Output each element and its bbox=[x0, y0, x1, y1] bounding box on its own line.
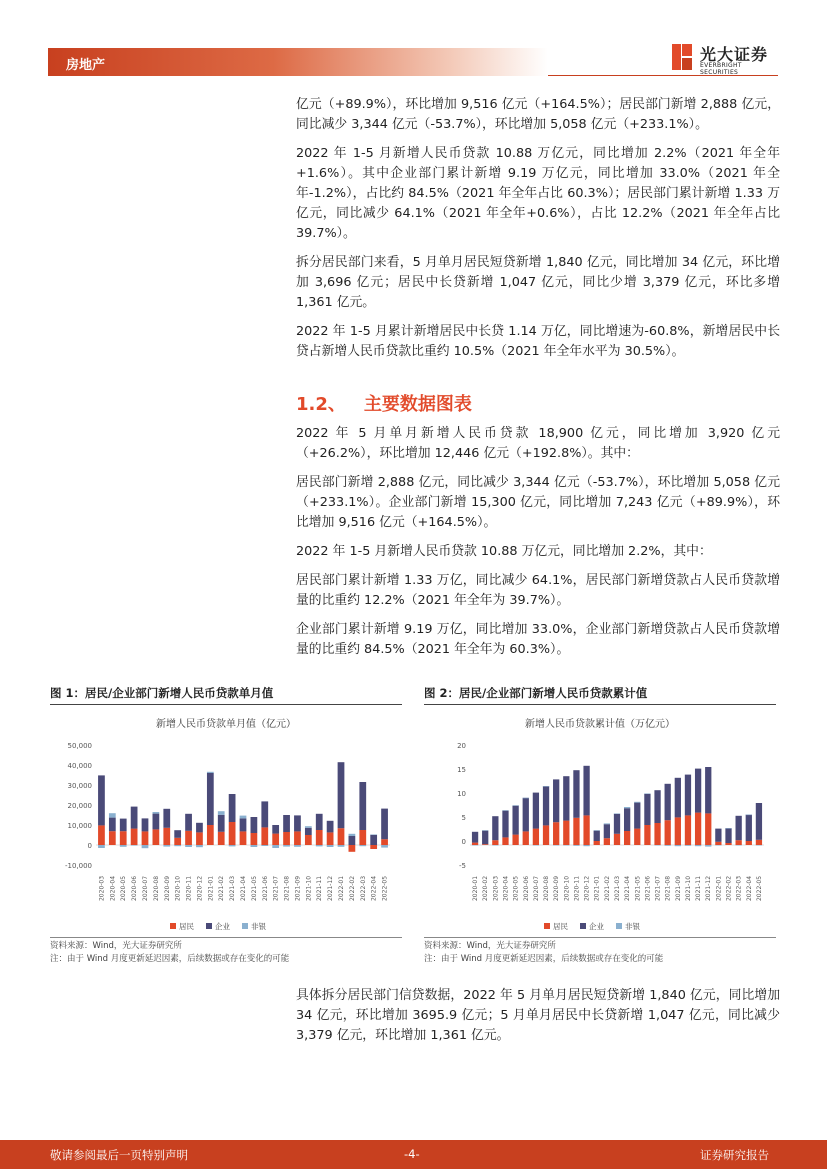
bar-企业 bbox=[338, 762, 345, 828]
figure-1 bbox=[50, 685, 402, 966]
legend-label: 非银 bbox=[251, 922, 266, 931]
bar-企业 bbox=[359, 782, 366, 830]
figure-1-source-text: 资料来源：Wind，光大证券研究所 bbox=[50, 941, 182, 951]
chart-title: 新增人民币贷款单月值（亿元） bbox=[156, 719, 296, 730]
bar-企业 bbox=[131, 807, 138, 829]
bar-非银 bbox=[725, 828, 731, 829]
legend-swatch bbox=[170, 923, 176, 929]
bar-企业 bbox=[502, 811, 508, 838]
bar-非银 bbox=[261, 845, 268, 846]
x-tick-label: 2021-12 bbox=[327, 875, 335, 901]
bar-居民 bbox=[327, 832, 334, 845]
x-tick-label: 2021-03 bbox=[229, 875, 237, 901]
company-logo bbox=[670, 42, 780, 76]
x-tick-label: 2021-08 bbox=[664, 875, 672, 901]
bar-居民 bbox=[685, 815, 691, 845]
bar-居民 bbox=[338, 828, 345, 845]
bar-非银 bbox=[370, 834, 377, 835]
bar-居民 bbox=[120, 831, 127, 845]
bar-企业 bbox=[533, 793, 539, 829]
bar-居民 bbox=[305, 835, 312, 845]
bar-居民 bbox=[543, 825, 549, 845]
bar-企业 bbox=[207, 773, 214, 825]
figure-2-source bbox=[424, 937, 776, 966]
bar-居民 bbox=[131, 829, 138, 845]
header-category: 房地产 bbox=[66, 58, 106, 73]
bar-居民 bbox=[715, 842, 721, 845]
bar-非银 bbox=[482, 830, 488, 831]
bar-非银 bbox=[614, 813, 620, 814]
bar-企业 bbox=[583, 766, 589, 816]
header-category-band bbox=[48, 48, 548, 76]
bar-非银 bbox=[240, 816, 247, 819]
x-tick-label: 2022-02 bbox=[725, 875, 733, 901]
x-tick-label: 2022-04 bbox=[745, 875, 753, 901]
bar-非银 bbox=[654, 845, 660, 846]
bar-企业 bbox=[614, 814, 620, 834]
x-tick-label: 2021-02 bbox=[603, 875, 611, 901]
bar-企业 bbox=[654, 790, 660, 823]
x-tick-label: 2022-05 bbox=[755, 875, 763, 901]
bar-居民 bbox=[98, 825, 105, 845]
bar-企业 bbox=[163, 809, 170, 828]
bar-非银 bbox=[381, 845, 388, 848]
x-tick-label: 2022-01 bbox=[715, 875, 723, 901]
paragraph: 2022 年 1-5 月新增人民币贷款 10.88 万亿元，同比增加 2.2%（2021 年全年+1.6%）。其中企业部门累计新增 9.19 万亿元，同比增加 33.0%（2021 年全年-1.2%），占比约 84.5%（2021 年全年占比 60.3%）；居民部门累计新增 1.33 万亿元，同比减少 64.1%（2021 年全年+0.6%），占比 12.2%（2021 年全年占比 39.7%）。 bbox=[296, 146, 780, 241]
y-tick-label: 10 bbox=[457, 790, 466, 798]
logo-en: EVERBRIGHT SECURITIES bbox=[700, 62, 742, 76]
y-tick-label: 20,000 bbox=[67, 802, 92, 810]
bar-企业 bbox=[543, 786, 549, 825]
bar-企业 bbox=[316, 814, 323, 830]
paragraph: 亿元（+89.9%），环比增加 9,516 亿元（+164.5%）；居民部门新增 2,888 亿元，同比减少 3,344 亿元（-53.7%），环比增加 5,058 亿元（+233.1%）。 bbox=[296, 97, 780, 132]
figure-2 bbox=[424, 685, 776, 966]
bar-居民 bbox=[553, 822, 559, 845]
bar-居民 bbox=[644, 825, 650, 845]
bar-居民 bbox=[725, 843, 731, 845]
bar-居民 bbox=[251, 833, 258, 845]
bar-企业 bbox=[523, 798, 529, 832]
x-tick-label: 2020-10 bbox=[563, 875, 571, 901]
y-tick-label: -5 bbox=[459, 862, 466, 870]
figure-2-title: 图 2：居民/企业部门新增人民币贷款累计值 bbox=[424, 685, 776, 705]
chart-monthly-loans bbox=[50, 705, 402, 937]
bar-居民 bbox=[492, 840, 498, 845]
bar-非银 bbox=[316, 845, 323, 846]
bar-居民 bbox=[665, 820, 671, 845]
bar-居民 bbox=[349, 845, 356, 852]
bar-企业 bbox=[174, 830, 181, 838]
y-tick-label: 0 bbox=[461, 838, 466, 846]
x-tick-label: 2021-08 bbox=[283, 875, 291, 901]
bar-居民 bbox=[109, 831, 116, 845]
paragraph: 2022 年 1-5 月新增人民币贷款 10.88 万亿元，同比增加 2.2%，其中： bbox=[296, 544, 712, 559]
bar-非银 bbox=[283, 845, 290, 847]
footer-report-type: 证券研究报告 bbox=[700, 1148, 769, 1162]
bar-居民 bbox=[583, 815, 589, 845]
bar-居民 bbox=[261, 827, 268, 845]
x-tick-label: 2020-12 bbox=[583, 875, 591, 901]
bar-企业 bbox=[634, 803, 640, 829]
x-tick-label: 2021-11 bbox=[695, 875, 703, 901]
bar-企业 bbox=[218, 815, 225, 832]
page-number: -4- bbox=[404, 1147, 420, 1161]
bar-非银 bbox=[715, 845, 721, 846]
bar-居民 bbox=[185, 831, 192, 845]
legend-label: 企业 bbox=[589, 922, 604, 931]
bar-企业 bbox=[142, 818, 149, 831]
bar-非银 bbox=[746, 815, 752, 816]
legend-label: 企业 bbox=[215, 922, 230, 931]
x-tick-label: 2020-03 bbox=[492, 875, 500, 901]
x-tick-label: 2021-04 bbox=[624, 875, 632, 901]
bar-企业 bbox=[756, 803, 762, 840]
x-tick-label: 2021-05 bbox=[634, 875, 642, 901]
page-footer bbox=[0, 1140, 827, 1169]
bar-非银 bbox=[594, 830, 600, 831]
x-tick-label: 2020-01 bbox=[472, 875, 480, 901]
bar-企业 bbox=[349, 836, 356, 845]
bar-企业 bbox=[594, 831, 600, 841]
y-tick-label: 0 bbox=[87, 842, 92, 850]
bar-居民 bbox=[272, 834, 279, 845]
bar-非银 bbox=[327, 845, 334, 847]
body-top bbox=[296, 95, 780, 371]
bar-企业 bbox=[492, 816, 498, 840]
bar-企业 bbox=[685, 775, 691, 816]
bar-非银 bbox=[756, 845, 762, 846]
y-tick-label: 10,000 bbox=[67, 822, 92, 830]
legend-swatch bbox=[206, 923, 212, 929]
bar-非银 bbox=[573, 845, 579, 846]
bar-非银 bbox=[695, 845, 701, 846]
bar-居民 bbox=[142, 831, 149, 845]
x-tick-label: 2022-03 bbox=[359, 875, 367, 901]
x-tick-label: 2021-10 bbox=[684, 875, 692, 901]
figure-1-note: 注：由于 Wind 月度更新延迟因素，后续数据或存在变化的可能 bbox=[50, 954, 290, 964]
bar-企业 bbox=[153, 814, 160, 830]
bar-企业 bbox=[98, 775, 105, 825]
bar-企业 bbox=[563, 776, 569, 820]
bar-企业 bbox=[746, 815, 752, 841]
footer-disclaimer: 敬请参阅最后一页特别声明 bbox=[50, 1148, 188, 1162]
x-tick-label: 2022-03 bbox=[735, 875, 743, 901]
bar-非银 bbox=[736, 845, 742, 846]
bar-居民 bbox=[316, 830, 323, 845]
bar-居民 bbox=[283, 832, 290, 845]
bar-非银 bbox=[338, 845, 345, 847]
bar-非银 bbox=[98, 845, 105, 848]
bar-非银 bbox=[502, 810, 508, 811]
y-tick-label: 40,000 bbox=[67, 762, 92, 770]
bar-居民 bbox=[153, 829, 160, 845]
bar-企业 bbox=[261, 801, 268, 827]
bar-居民 bbox=[634, 829, 640, 845]
figure-2-source-text: 资料来源：Wind，光大证券研究所 bbox=[424, 941, 556, 951]
bar-居民 bbox=[196, 832, 203, 845]
figure-2-note: 注：由于 Wind 月度更新延迟因素，后续数据或存在变化的可能 bbox=[424, 954, 664, 964]
y-tick-label: 30,000 bbox=[67, 782, 92, 790]
legend-label: 居民 bbox=[553, 922, 568, 931]
bar-居民 bbox=[381, 839, 388, 845]
bar-居民 bbox=[614, 834, 620, 845]
bar-企业 bbox=[695, 769, 701, 813]
paragraph: 2022 年 1-5 月累计新增居民中长贷 1.14 万亿，同比增速为-60.8%，新增居民中长贷占新增人民币贷款比重约 10.5%（2021 年全年水平为 30.5%）。 bbox=[296, 324, 780, 359]
bar-非银 bbox=[553, 845, 559, 846]
y-tick-label: -10,000 bbox=[64, 862, 92, 870]
bar-非银 bbox=[523, 798, 529, 799]
legend-label: 非银 bbox=[625, 922, 640, 931]
bar-企业 bbox=[736, 816, 742, 840]
bar-企业 bbox=[381, 809, 388, 840]
bar-居民 bbox=[502, 837, 508, 845]
x-tick-label: 2020-02 bbox=[482, 875, 490, 901]
x-tick-label: 2020-11 bbox=[573, 875, 581, 901]
bar-居民 bbox=[533, 829, 539, 845]
x-tick-label: 2021-06 bbox=[644, 875, 652, 901]
chart-title: 新增人民币贷款累计值（万亿元） bbox=[525, 719, 675, 730]
paragraph: 拆分居民部门来看，5 月单月居民短贷新增 1,840 亿元，同比增加 34 亿元，环比增加 3,696 亿元；居民中长贷新增 1,047 亿元，同比少增 3,379 亿元，环比多增 1,361 亿元。 bbox=[296, 255, 780, 310]
bar-非银 bbox=[142, 845, 149, 848]
x-tick-label: 2021-09 bbox=[674, 875, 682, 901]
bar-企业 bbox=[715, 829, 721, 842]
bar-企业 bbox=[272, 825, 279, 834]
bar-企业 bbox=[604, 824, 610, 838]
y-tick-label: 15 bbox=[457, 766, 466, 774]
bar-居民 bbox=[573, 818, 579, 845]
legend-swatch bbox=[580, 923, 586, 929]
bar-企业 bbox=[327, 821, 334, 833]
x-tick-label: 2020-06 bbox=[522, 875, 530, 901]
bar-企业 bbox=[196, 823, 203, 833]
x-tick-label: 2020-06 bbox=[131, 875, 139, 901]
bar-企业 bbox=[370, 835, 377, 845]
bar-企业 bbox=[644, 794, 650, 825]
paragraph: 具体拆分居民部门信贷数据，2022 年 5 月单月居民短贷新增 1,840 亿元，同比增加 34 亿元，环比增加 3695.9 亿元；5 月单月居民中长贷新增 1,047 亿元，同比减少 3,379 亿元，环比增加 1,361 亿元。 bbox=[296, 988, 780, 1043]
bar-居民 bbox=[163, 828, 170, 845]
bar-企业 bbox=[283, 815, 290, 832]
bar-非银 bbox=[492, 845, 498, 846]
x-tick-label: 2021-05 bbox=[250, 875, 258, 901]
bar-非银 bbox=[109, 813, 116, 817]
x-tick-label: 2022-02 bbox=[348, 875, 356, 901]
x-tick-label: 2020-11 bbox=[185, 875, 193, 901]
bar-居民 bbox=[512, 835, 518, 845]
paragraph: 企业部门累计新增 9.19 万亿，同比增加 33.0%，企业部门新增贷款占人民币贷款增量的比重约 84.5%（2021 年全年为 60.3%）。 bbox=[296, 622, 780, 657]
figure-1-source bbox=[50, 937, 402, 966]
bar-企业 bbox=[512, 805, 518, 834]
x-tick-label: 2022-05 bbox=[381, 875, 389, 901]
paragraph: 居民部门新增 2,888 亿元，同比减少 3,344 亿元（-53.7%），环比增加 5,058 亿元（+233.1%）。企业部门新增 15,300 亿元，同比增加 7,243 亿元（+89.9%），环比增加 9,516 亿元（+164.5%）。 bbox=[296, 475, 780, 530]
x-tick-label: 2020-04 bbox=[502, 875, 510, 901]
x-tick-label: 2020-05 bbox=[512, 875, 520, 901]
x-tick-label: 2020-07 bbox=[532, 875, 540, 901]
bar-非银 bbox=[218, 811, 225, 815]
bar-居民 bbox=[229, 822, 236, 845]
bar-企业 bbox=[482, 831, 488, 845]
bar-企业 bbox=[229, 794, 236, 822]
bar-非银 bbox=[563, 845, 569, 846]
x-tick-label: 2020-03 bbox=[98, 875, 106, 901]
bar-企业 bbox=[725, 828, 731, 843]
bar-企业 bbox=[705, 767, 711, 813]
bar-非银 bbox=[533, 845, 539, 846]
x-tick-label: 2021-12 bbox=[705, 875, 713, 901]
y-tick-label: 20 bbox=[457, 742, 466, 750]
figure-1-title: 图 1：居民/企业部门新增人民币贷款单月值 bbox=[50, 685, 402, 705]
bar-企业 bbox=[240, 818, 247, 831]
x-tick-label: 2021-01 bbox=[593, 875, 601, 901]
bar-居民 bbox=[472, 843, 478, 845]
bar-企业 bbox=[573, 770, 579, 818]
body-section bbox=[296, 424, 780, 669]
x-tick-label: 2020-08 bbox=[543, 875, 551, 901]
x-tick-label: 2020-07 bbox=[142, 875, 149, 901]
x-tick-label: 2021-04 bbox=[240, 875, 247, 901]
x-tick-label: 2022-01 bbox=[338, 875, 345, 901]
bar-居民 bbox=[359, 830, 366, 845]
body-after bbox=[296, 986, 780, 1046]
x-tick-label: 2021-09 bbox=[294, 875, 302, 901]
bar-居民 bbox=[756, 840, 762, 845]
section-number: 1.2、 bbox=[296, 394, 346, 415]
bar-非银 bbox=[685, 845, 691, 846]
x-tick-label: 2021-06 bbox=[261, 875, 269, 901]
x-tick-label: 2020-12 bbox=[196, 875, 204, 901]
bar-企业 bbox=[472, 832, 478, 843]
bar-居民 bbox=[207, 825, 214, 845]
logo-cn: 光大证券 bbox=[700, 45, 769, 64]
bar-非银 bbox=[207, 772, 214, 773]
bar-非银 bbox=[229, 845, 236, 846]
y-tick-label: 5 bbox=[461, 814, 466, 822]
section-heading bbox=[296, 390, 472, 416]
bar-企业 bbox=[624, 808, 630, 831]
bar-非银 bbox=[359, 845, 366, 846]
y-tick-label: 50,000 bbox=[67, 742, 92, 750]
legend-swatch bbox=[544, 923, 550, 929]
bar-非银 bbox=[472, 845, 478, 846]
bar-非银 bbox=[583, 845, 589, 846]
bar-非银 bbox=[675, 845, 681, 846]
bar-居民 bbox=[675, 817, 681, 845]
x-tick-label: 2020-05 bbox=[120, 875, 128, 901]
bar-非银 bbox=[349, 834, 356, 836]
bar-居民 bbox=[594, 841, 600, 845]
bar-企业 bbox=[553, 779, 559, 822]
bar-非银 bbox=[665, 845, 671, 846]
x-tick-label: 2022-04 bbox=[370, 875, 378, 901]
bar-企业 bbox=[294, 815, 301, 831]
x-tick-label: 2021-07 bbox=[272, 875, 280, 901]
bar-非银 bbox=[272, 845, 279, 848]
x-tick-label: 2021-03 bbox=[614, 875, 621, 901]
bar-非银 bbox=[196, 845, 203, 847]
bar-居民 bbox=[695, 813, 701, 845]
x-tick-label: 2020-09 bbox=[553, 875, 561, 901]
x-tick-label: 2020-04 bbox=[109, 875, 117, 901]
bar-居民 bbox=[746, 841, 752, 845]
bar-非银 bbox=[705, 845, 711, 847]
x-tick-label: 2021-02 bbox=[218, 875, 226, 901]
x-tick-label: 2021-11 bbox=[316, 875, 324, 901]
legend-swatch bbox=[616, 923, 622, 929]
bar-非银 bbox=[153, 812, 160, 814]
bar-居民 bbox=[736, 840, 742, 845]
bar-居民 bbox=[240, 831, 247, 845]
bar-非银 bbox=[624, 807, 630, 808]
x-tick-label: 2020-09 bbox=[163, 875, 171, 901]
paragraph: 2022 年 5 月单月新增人民币贷款 18,900 亿元，同比增加 3,920 亿元（+26.2%），环比增加 12,446 亿元（+192.8%）。其中： bbox=[296, 426, 780, 461]
legend-label: 居民 bbox=[179, 922, 194, 931]
bar-居民 bbox=[218, 832, 225, 845]
bar-非银 bbox=[604, 823, 610, 824]
logo-mark-icon bbox=[670, 42, 694, 72]
bar-非银 bbox=[543, 786, 549, 787]
x-tick-label: 2020-10 bbox=[174, 875, 182, 901]
bar-企业 bbox=[665, 784, 671, 820]
bar-企业 bbox=[185, 814, 192, 831]
bar-居民 bbox=[624, 831, 630, 845]
bar-非银 bbox=[305, 826, 312, 828]
bar-非银 bbox=[120, 845, 127, 847]
bar-非银 bbox=[131, 845, 138, 846]
bar-居民 bbox=[563, 821, 569, 845]
bar-非银 bbox=[185, 845, 192, 847]
section-title: 主要数据图表 bbox=[363, 394, 472, 415]
paragraph: 居民部门累计新增 1.33 万亿，同比减少 64.1%，居民部门新增贷款占人民币贷款增量的比重约 12.2%（2021 年全年为 39.7%）。 bbox=[296, 573, 780, 608]
bar-非银 bbox=[163, 845, 170, 847]
bar-非银 bbox=[644, 793, 650, 794]
bar-企业 bbox=[251, 817, 258, 833]
bar-居民 bbox=[604, 838, 610, 845]
x-tick-label: 2021-10 bbox=[305, 875, 313, 901]
chart-cumulative-loans bbox=[424, 705, 776, 937]
x-tick-label: 2021-07 bbox=[654, 875, 662, 901]
bar-非银 bbox=[512, 805, 518, 806]
x-tick-label: 2020-08 bbox=[152, 875, 160, 901]
legend-swatch bbox=[242, 923, 248, 929]
bar-企业 bbox=[120, 819, 127, 832]
bar-企业 bbox=[109, 818, 116, 832]
bar-居民 bbox=[482, 844, 488, 845]
bar-非银 bbox=[634, 802, 640, 803]
bar-居民 bbox=[174, 838, 181, 845]
bar-非银 bbox=[294, 845, 301, 847]
bar-居民 bbox=[654, 823, 660, 845]
bar-居民 bbox=[294, 831, 301, 845]
bar-居民 bbox=[523, 831, 529, 845]
bar-居民 bbox=[705, 813, 711, 845]
bar-居民 bbox=[370, 845, 377, 849]
bar-非银 bbox=[251, 845, 258, 847]
bar-企业 bbox=[675, 778, 681, 818]
x-tick-label: 2021-01 bbox=[207, 875, 215, 901]
bar-企业 bbox=[305, 828, 312, 835]
bar-非银 bbox=[174, 845, 181, 846]
